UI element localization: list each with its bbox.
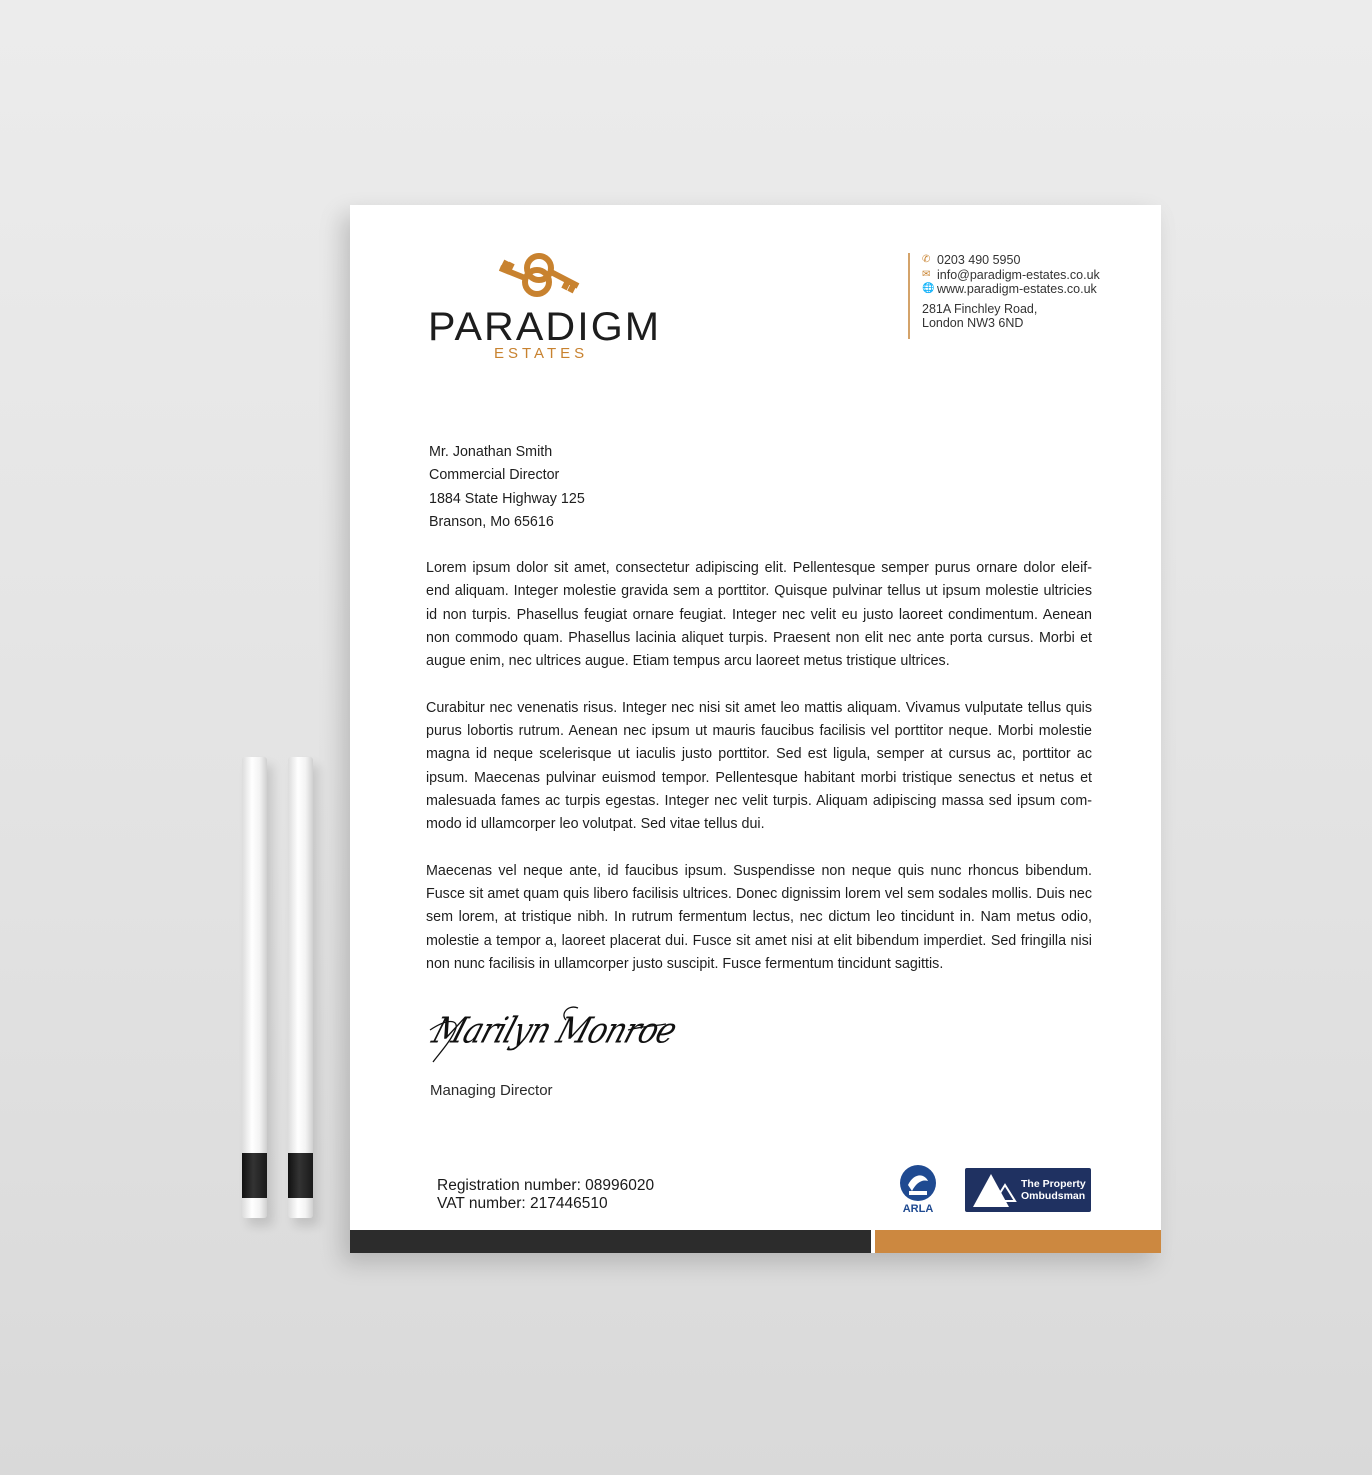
pen-band (288, 1153, 313, 1198)
footer-bar-dark (350, 1230, 871, 1253)
address-line: London NW3 6ND (922, 316, 1024, 330)
arla-logo (896, 1163, 940, 1213)
tpo-line-1: The Property (1021, 1178, 1086, 1190)
address-line: 281A Finchley Road, (922, 301, 1038, 316)
paragraph-line: ipsum. Maecenas pulvinar euismod tempor. Pellentesque habitant morbi tristique senectus et netus et (426, 769, 1092, 786)
pen-left (242, 757, 267, 1218)
brand-subtitle: ESTATES (494, 345, 589, 362)
paragraph-line: sem lorem, at tristique nibh. In rutrum fermentum lectus, nec dictum leo tincidunt in. Nam metus odio, (426, 909, 1092, 926)
arla-text: ARLA (902, 1203, 934, 1213)
mail-icon: ✉ (922, 268, 931, 280)
property-ombudsman-logo (965, 1168, 1091, 1212)
recipient-name: Mr. Jonathan Smith (429, 444, 553, 460)
paragraph-line: Lorem ipsum dolor sit amet, consectetur adipiscing elit. Pellentesque semper purus ornare dolor eleif- (426, 560, 1092, 576)
footer-bar-gold (875, 1230, 1161, 1253)
pen-right (288, 757, 313, 1218)
tpo-line-2: Ombudsman (1021, 1190, 1086, 1202)
vat-number: VAT number: 217446510 (437, 1195, 608, 1212)
paragraph-line: Fusce sit amet quam quis libero facilisis ultrices. Donec dignissim lorem vel sem sodales mollis. Duis nec (426, 886, 1092, 903)
phone-icon: ✆ (922, 254, 931, 266)
recipient-title: Commercial Director (429, 467, 560, 484)
signature: Marilyn Monroe (427, 1010, 682, 1052)
registration-info (437, 1177, 654, 1213)
paragraph-line: Maecenas vel neque ante, id faucibus ipsum. Suspendisse non neque quis nunc rhoncus bibendum. (426, 862, 1092, 879)
letterhead-page (350, 205, 1161, 1253)
contact-block (908, 253, 1100, 339)
paragraph-line: modo id ullamcorper leo volutpat. Sed vitae tellus dui. (426, 816, 765, 833)
brand-name: PARADIGM (428, 305, 662, 349)
recipient-city: Branson, Mo 65616 (429, 513, 554, 530)
paragraph (426, 557, 1092, 673)
paragraph-line: malesuada fames ac turpis egestas. Integer nec velit turpis. Aliquam adipiscing massa sed ipsum com- (426, 792, 1092, 809)
paragraph-line: magna id neque scelerisque ut iaculis justo porttitor. Sed est ligula, semper at cursus ac, porttitor ac (426, 746, 1092, 763)
paragraph-line: molestie a tempor a, laoreet placerat dui. Fusce sit amet nisi at elit bibendum imperdiet. Sed fringilla nisi (426, 932, 1092, 949)
recipient-street: 1884 State Highway 125 (429, 490, 585, 507)
pen-band (242, 1153, 267, 1198)
recipient-block (429, 441, 585, 534)
paragraph-line: non nunc facilisis in ullamcorper justo suscipit. Fusce fermentum tincidunt sagittis. (426, 956, 944, 973)
paragraph-line: id non turpis. Phasellus feugiat ornare feugiat. Integer nec velit eu justo laoreet condimentum. Aenean (426, 606, 1092, 623)
paragraph-line: Curabitur nec venenatis risus. Integer nec nisi sit amet leo mattis aliquam. Vivamus vulputate tellus quis (426, 699, 1092, 716)
paragraph-line: end aliquam. Integer molestie gravida sem a porttitor. Quisque pulvinar tellus ut ipsum molestie ultricies (426, 583, 1092, 600)
paragraph (426, 860, 1092, 976)
website: www.paradigm-estates.co.uk (937, 282, 1097, 296)
triangle-icon (969, 1171, 1017, 1209)
paragraph (426, 697, 1092, 837)
letter-body (426, 557, 1092, 1000)
paragraph-line: augue enim, nec ultrices augue. Etiam tempus arcu laoreet metus tristique ultrices. (426, 653, 950, 670)
paragraph-line: purus lobortis rutrum. Aenean nec ipsum ut mauris faucibus facilisis vel porttitor neque. Morbi molestie (426, 723, 1092, 740)
signatory-role: Managing Director (430, 1082, 553, 1099)
phone: 0203 490 5950 (937, 253, 1021, 267)
paragraph-line: non commodo quam. Phasellus lacinia aliquet turpis. Praesent non elit nec ante porta cursus. Morbi et (426, 629, 1092, 646)
keys-icon (428, 250, 652, 310)
email: info@paradigm-estates.co.uk (937, 267, 1100, 282)
registration-number: Registration number: 08996020 (437, 1177, 655, 1194)
globe-icon: 🌐 (922, 283, 935, 295)
address (922, 302, 1100, 331)
company-logo (428, 250, 662, 365)
